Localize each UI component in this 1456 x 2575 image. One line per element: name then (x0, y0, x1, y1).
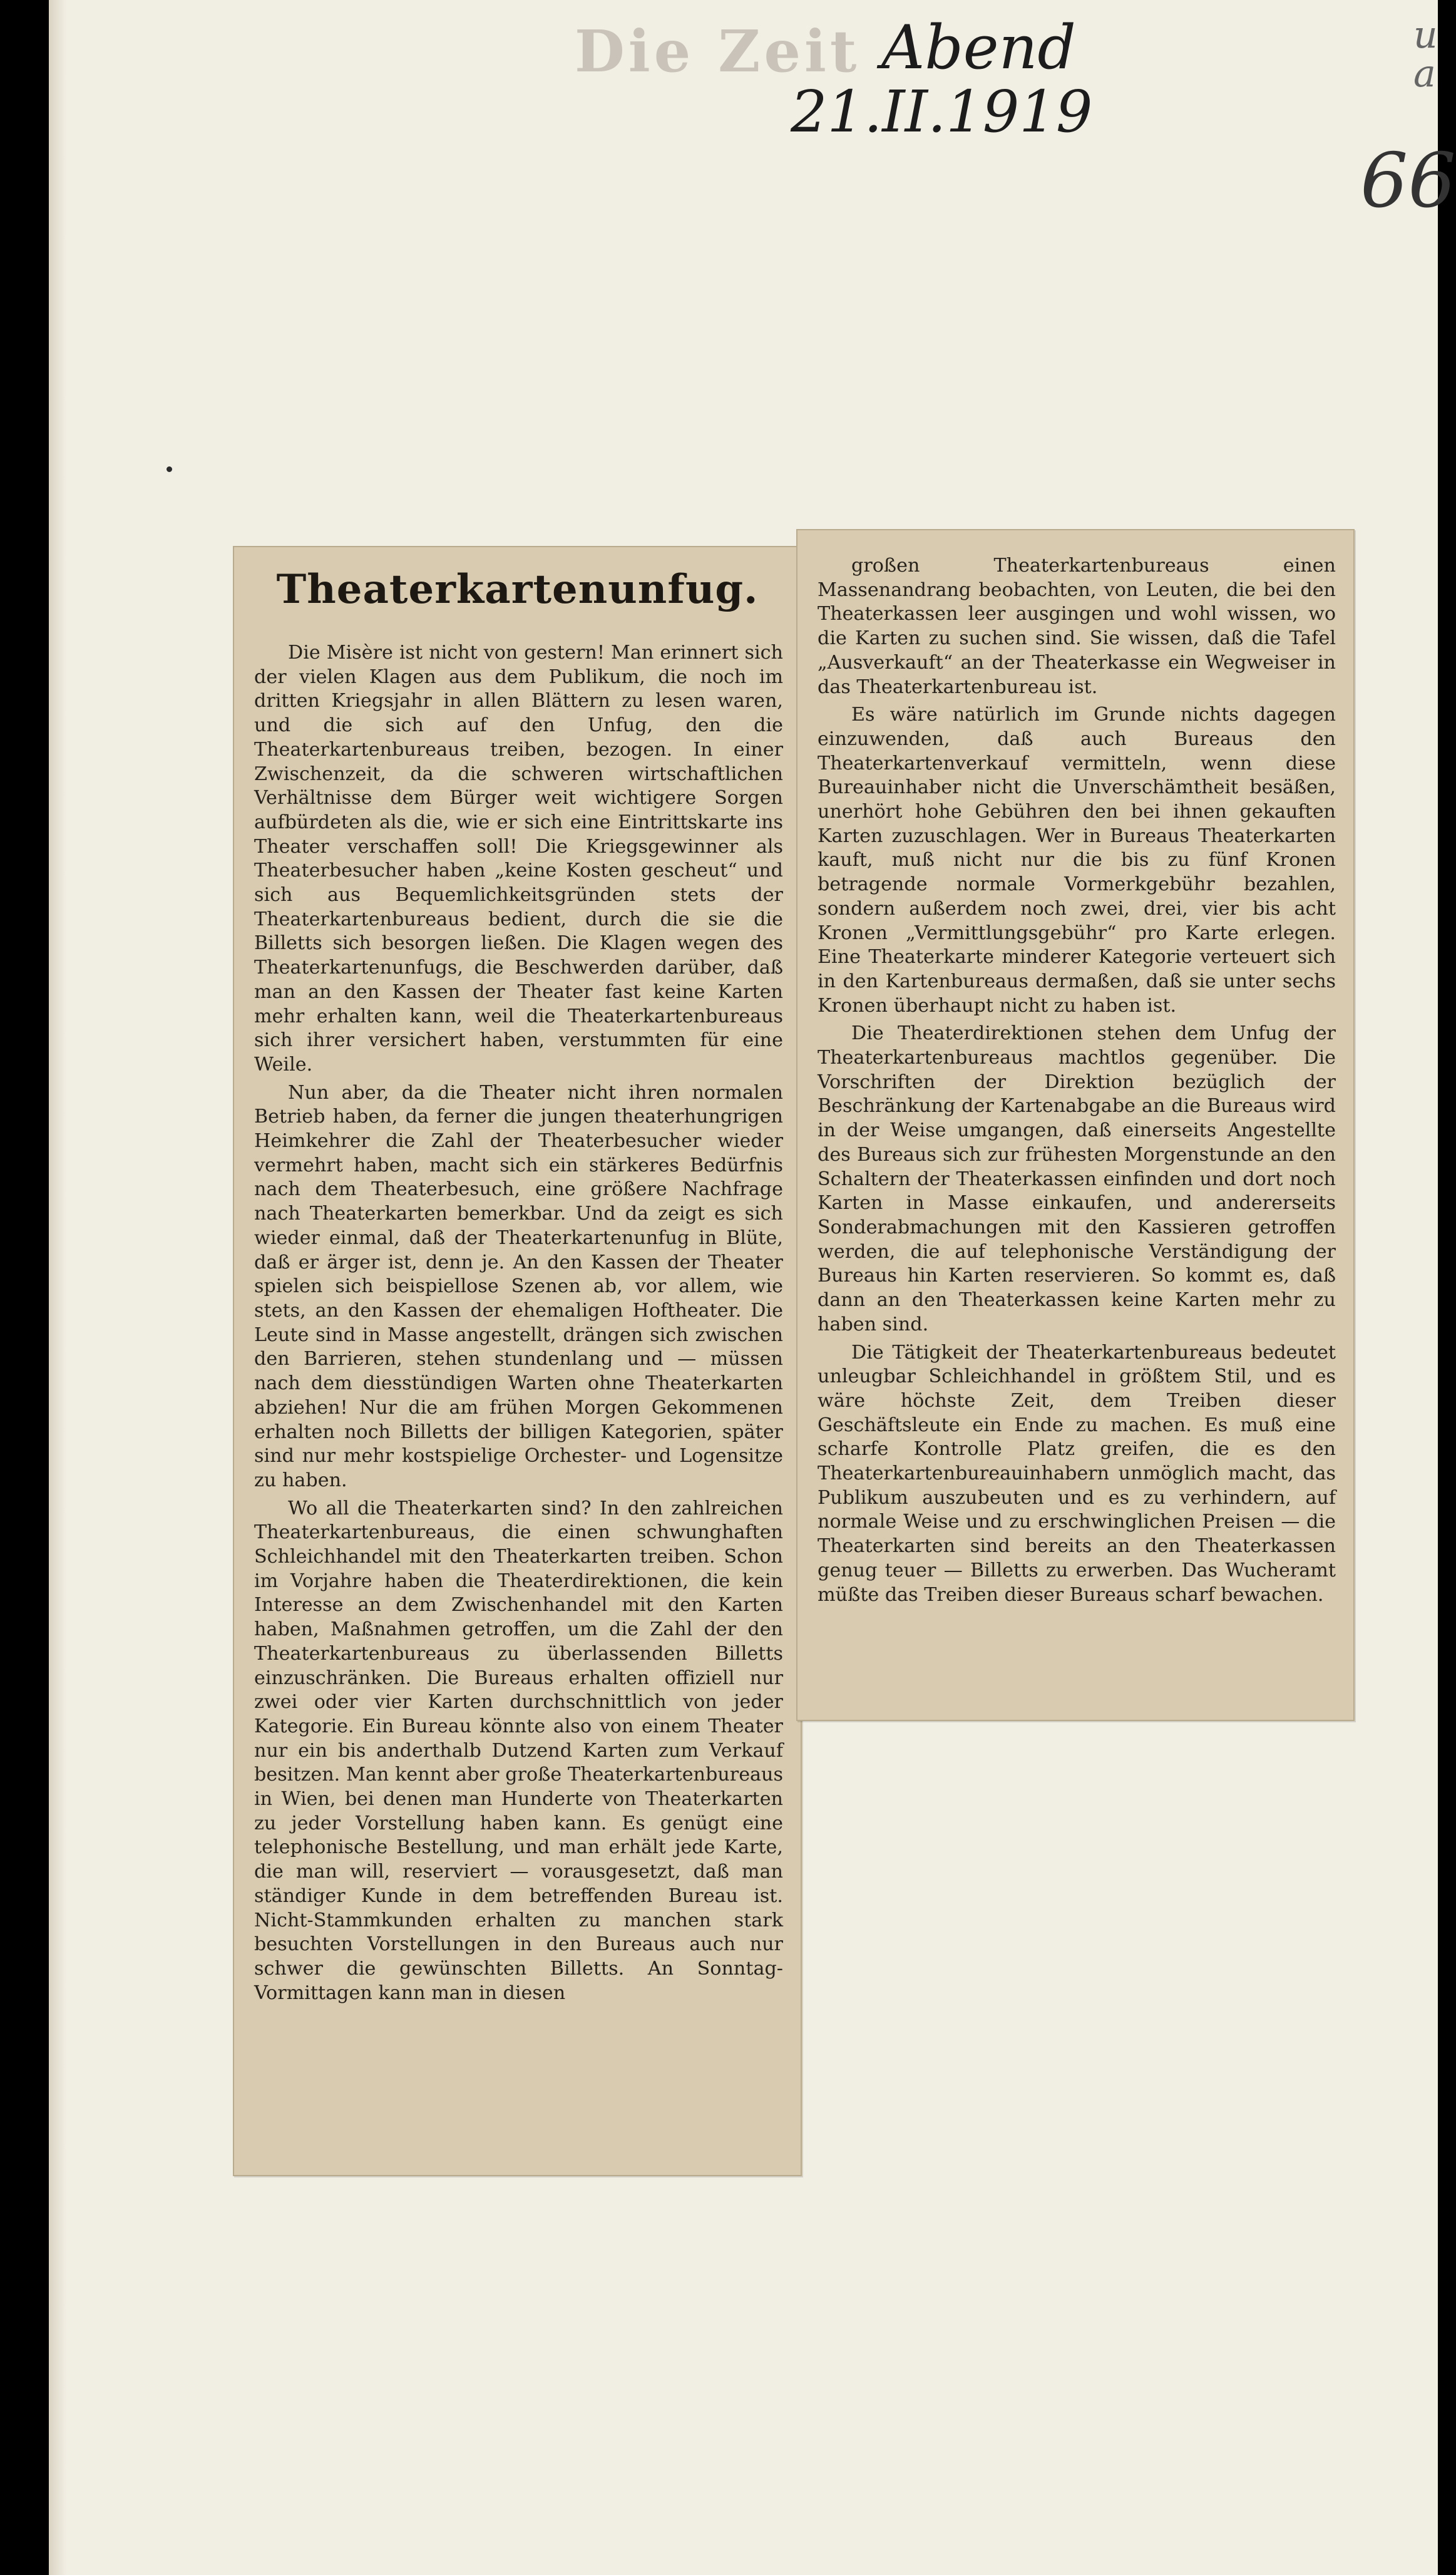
article-headline: Theaterkartenunfug. (276, 566, 759, 613)
handwritten-page-number: 66 (1360, 138, 1456, 225)
paragraph: Die Theaterdirektionen stehen dem Unfug der Theaterkartenbureaus machtlos gegenüber. Die Vorschriften der Direktion bezüglich der Beschränkung der Kartenabgabe an die Bureaus wird in der Weise umgangen, daß einerseits Angestellte des Bureaus sich zur frühesten Morgenstunde an den Schaltern der Theaterkassen einfinden und dort noch Karten in Masse einkaufen, und andererseits Sonderabmachungen mit den Kassieren getroffen werden, die auf telephonische Verständigung der Bureaus hin Karten reservieren. So kommt es, daß dann an den Theaterkassen keine Karten mehr zu haben sind. (818, 1022, 1336, 1335)
clipping-column-2 (796, 529, 1355, 1721)
newspaper-stamp: Die Zeit (575, 18, 861, 85)
punch-dot (167, 466, 172, 472)
paragraph: Nun aber, da die Theater nicht ihren normalen Betrieb haben, da ferner die jungen theaterhungrigen Heimkehrer die Zahl der Theaterbesucher wieder vermehrt haben, macht sich ein stärkeres Bedürfnis nach dem Theaterbesuch, eine größere Nachfrage nach Theaterkarten bemerkbar. Und da zeigt es sich wieder einmal, daß der Theaterkartenunfug in Blüte, daß er ärger ist, denn je. An den Kassen der Theater spielen sich beispiellose Szenen ab, vor allem, wie stets, an den Kassen der ehemaligen Hoftheater. Die Leute sind in Masse angestellt, drängen sich zwischen den Barrieren, stehen stundenlang und — müssen nach dem diesstündigen Warten ohne Theaterkarten abziehen! Nur die am frühen Morgen Gekommenen erhalten noch Billetts der billigen Kategorien, später sind nur mehr kostspielige Orchester- und Logensitze zu haben. (254, 1081, 783, 1491)
column-2-text (818, 554, 1336, 1611)
column-1-text (254, 641, 783, 2009)
clipping-column-1 (233, 546, 802, 2176)
paragraph: Es wäre natürlich im Grunde nichts dagegen einzuwenden, daß auch Bureaus den Theaterkartenverkauf vermitteln, wenn diese Bureauinhaber nicht die Unverschämtheit besäßen, unerhört hohe Gebühren den bei ihnen gekauften Karten zuzuschlagen. Wer in Bureaus Theaterkarten kauft, muß nicht nur die bis zu fünf Kronen betragende normale Vormerkgebühr bezahlen, sondern außerdem noch zwei, drei, vier bis acht Kronen „Vermittlungsgebühr“ pro Karte erlegen. Eine Theaterkarte minderer Kategorie verteuert sich in den Kartenbureaus dermaßen, daß sie unter sechs Kronen überhaupt nicht zu haben ist. (818, 704, 1336, 1017)
paragraph: großen Theaterkartenbureaus einen Massenandrang beobachten, von Leuten, die bei den Theaterkassen leer ausgingen und wohl wissen, wo die Karten zu suchen sind. Sie wissen, daß die Tafel „Ausverkauft“ an der Theaterkasse ein Wegweiser in das Theaterkartenbureau ist. (818, 555, 1336, 698)
corner-marks: u a (1413, 13, 1438, 96)
paragraph: Die Tätigkeit der Theaterkartenbureaus bedeutet unleugbar Schleichhandel in größtem Stil, und es wäre höchste Zeit, dem Treiben dieser Geschäftsleute ein Ende zu machen. Es muß eine scharfe Kontrolle Platz greifen, die es den Theaterkartenbureauinhabern unmöglich macht, das Publikum auszubeuten und es zu verhindern, auf normale Weise und zu erschwinglichen Preisen — die Theaterkarten sind bereits an den Theaterkassen genug teuer — Billetts zu erwerben. Das Wucheramt müßte das Treiben dieser Bureaus scharf bewachen. (818, 1341, 1336, 1606)
handwritten-source: Abend (881, 13, 1076, 83)
paragraph: Die Misère ist nicht von gestern! Man erinnert sich der vielen Klagen aus dem Publikum, die noch im dritten Kriegsjahr in allen Blättern zu lesen waren, und die sich auf den Unfug, den die Theaterkartenbureaus treiben, bezogen. In einer Zwischenzeit, da die schweren wirtschaftlichen Verhältnisse dem Bürger weit wichtigere Sorgen aufbürdeten als die, wie er sich eine Eintrittskarte ins Theater verschaffen soll! Die Kriegsgewinner als Theaterbesucher haben „keine Kosten gescheut“ und sich aus Bequemlichkeitsgründen stets der Theaterkartenbureaus bedient, durch die sie die Billetts sich besorgen ließen. Die Klagen wegen des Theaterkartenunfugs, die Beschwerden darüber, daß man an den Kassen der Theater fast keine Karten mehr erhalten kann, weil die Theaterkartenbureaus sich ihrer versichert haben, verstummten für eine Weile. (254, 642, 783, 1076)
handwritten-date: 21.II.1919 (791, 78, 1093, 145)
paragraph: Wo all die Theaterkarten sind? In den zahlreichen Theaterkartenbureaus, die einen schwunghaften Schleichhandel mit den Theaterkarten treiben. Schon im Vorjahre haben die Theaterdirektionen, die kein Interesse an dem Zwischenhandel mit den Karten haben, Maßnahmen getroffen, um die Zahl der den Theaterkartenbureaus zu überlassenden Billetts einzuschränken. Die Bureaus erhalten offiziell nur zwei oder vier Karten durchschnittlich von jeder Kategorie. Ein Bureau könnte also von einem Theater nur ein bis anderthalb Dutzend Karten zum Verkauf besitzen. Man kennt aber große Theaterkartenbureaus in Wien, bei denen man Hunderte von Theaterkarten zu jeder Vorstellung haben kann. Es genügt eine telephonische Bestellung, und man erhält jede Karte, die man will, reserviert — vorausgesetzt, daß man ständiger Kunde in dem betreffenden Bureau ist. Nicht-Stammkunden erhalten zu manchen stark besuchten Vorstellungen in den Bureaus auch nur schwer die gewünschten Billetts. An Sonntag-Vormittagen kann man in diesen (254, 1497, 783, 2004)
